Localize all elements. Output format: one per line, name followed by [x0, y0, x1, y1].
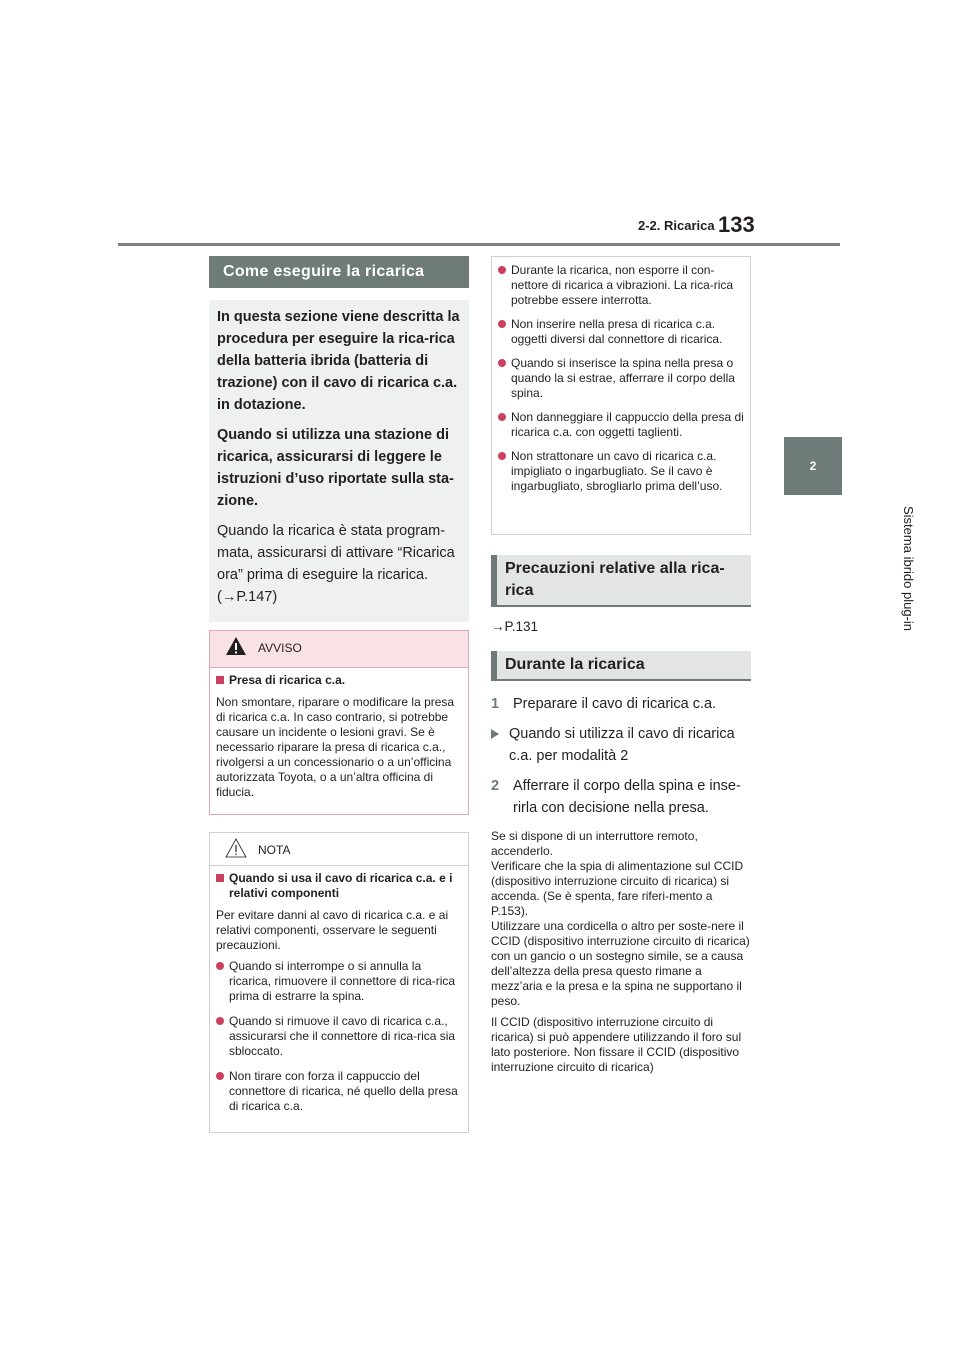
note-continued-box: [491, 256, 751, 535]
detail-paragraph: Verificare che la spia di alimentazione sul CCID (dispositivo interruzione circuito di ricarica) si accenda. (Se è spenta, fare riferi-mento a P.153).: [491, 859, 744, 918]
step-number: 1: [491, 696, 500, 712]
section-title: 2-2. Ricarica: [638, 218, 715, 233]
during-charge-heading: Durante la ricarica: [491, 651, 751, 681]
header-rule: [118, 243, 840, 246]
detail-paragraph: Se si dispone di un interruttore remoto, accenderlo.: [491, 829, 698, 858]
warning-text: Non smontare, riparare o modificare la presa di ricarica c.a. In caso contrario, si potrebbe causare un incidente o lesioni gravi. Se è necessario riparare la presa di ricarica c.a., rivolgersi a un concessionario o a un’officina autorizzata Toyota, o a un’altra officina di fiducia.: [216, 695, 455, 799]
left-column: [209, 256, 469, 1133]
intro-box: [209, 300, 469, 622]
intro-paragraph: In questa sezione viene descritta la procedura per eseguire la rica-rica della batteria ibrida (batteria di trazione) con il cavo di ricarica c.a. in dotazione.: [217, 309, 460, 413]
list-item: Non strattonare un cavo di ricarica c.a. impigliato o ingarbugliato. Se il cavo è ingarbugliato, sbrogliarlo prima dell’uso.: [498, 449, 744, 494]
step-text: Afferrare il corpo della spina e inse-rirla con decisione nella presa.: [513, 778, 741, 816]
detail-paragraph: Il CCID (dispositivo interruzione circuito di ricarica) si può appendere utilizzando il foro sul lato posteriore. Non fissare il CCID (dispositivo interruzione circuito di ricarica): [491, 1015, 742, 1074]
list-item: Durante la ricarica, non esporre il con-nettore di ricarica a vibrazioni. La rica-rica potrebbe essere interrotta.: [498, 263, 744, 308]
step-2: [491, 775, 751, 819]
chapter-label: Sistema ibrido plug-in: [901, 506, 916, 632]
chapter-tab: 2: [784, 437, 842, 495]
note-text: Per evitare danni al cavo di ricarica c.a. e ai relativi componenti, osservare le seguenti precauzioni.: [216, 908, 449, 952]
warning-header: [210, 631, 468, 668]
note-box: [209, 832, 469, 1133]
section-heading: Come eseguire la ricarica: [209, 256, 469, 288]
precautions-heading: Precauzioni relative alla rica-rica: [491, 555, 751, 607]
warning-label: AVVISO: [258, 641, 302, 655]
note-label: NOTA: [258, 843, 291, 857]
steps: [491, 693, 751, 819]
list-item: Quando si rimuove il cavo di ricarica c.a., assicurarsi che il connettore di rica-rica sia sbloccato.: [216, 1014, 462, 1059]
list-item: Quando si inserisce la spina nella presa o quando la si estrae, afferrare il corpo della spina.: [498, 356, 744, 401]
caution-icon: [225, 837, 247, 859]
list-item: Non danneggiare il cappuccio della presa di ricarica c.a. con oggetti taglienti.: [498, 410, 744, 440]
step-text: Preparare il cavo di ricarica c.a.: [513, 696, 717, 712]
intro-paragraph: Quando si utilizza una stazione di ricarica, assicurarsi di leggere le istruzioni d’uso riportate sulla sta-zione.: [217, 427, 454, 509]
step-details: [491, 829, 751, 1075]
warning-box: [209, 630, 469, 815]
note-item-title: Quando si usa il cavo di ricarica c.a. e i relativi componenti: [216, 871, 462, 901]
list-item: Quando si interrompe o si annulla la ricarica, rimuovere il connettore di rica-rica prima di estrarre la spina.: [216, 959, 462, 1004]
step-1: [491, 693, 751, 715]
note-body: [210, 866, 468, 1132]
right-column: [491, 256, 751, 1081]
detail-paragraph: Utilizzare una cordicella o altro per soste-nere il CCID (dispositivo interruzione circuito di ricarica) con un gancio o un sostegno simile, se a causa dell’altezza della presa questo rimane a mezz’aria e la presa e la spina ne supportano il peso.: [491, 919, 750, 1008]
sub-step: Quando si utilizza il cavo di ricarica c.a. per modalità 2: [491, 723, 751, 767]
warning-icon: [225, 635, 247, 657]
intro-paragraph: Quando la ricarica è stata program-mata, assicurarsi di attivare “Ricarica ora” prima di eseguire la ricarica. (→P.147): [217, 523, 455, 605]
page-number: 133: [718, 212, 755, 237]
step-number: 2: [491, 778, 500, 794]
list-item: Non tirare con forza il cappuccio del connettore di ricarica, né quello della presa di ricarica c.a.: [216, 1069, 462, 1114]
page-reference-link[interactable]: →P.131: [491, 619, 539, 634]
note-header: [210, 833, 468, 866]
list-item: Non inserire nella presa di ricarica c.a. oggetti diversi dal connettore di ricarica.: [498, 317, 744, 347]
warning-body: [210, 668, 468, 814]
warning-item-title: Presa di ricarica c.a.: [216, 673, 462, 688]
